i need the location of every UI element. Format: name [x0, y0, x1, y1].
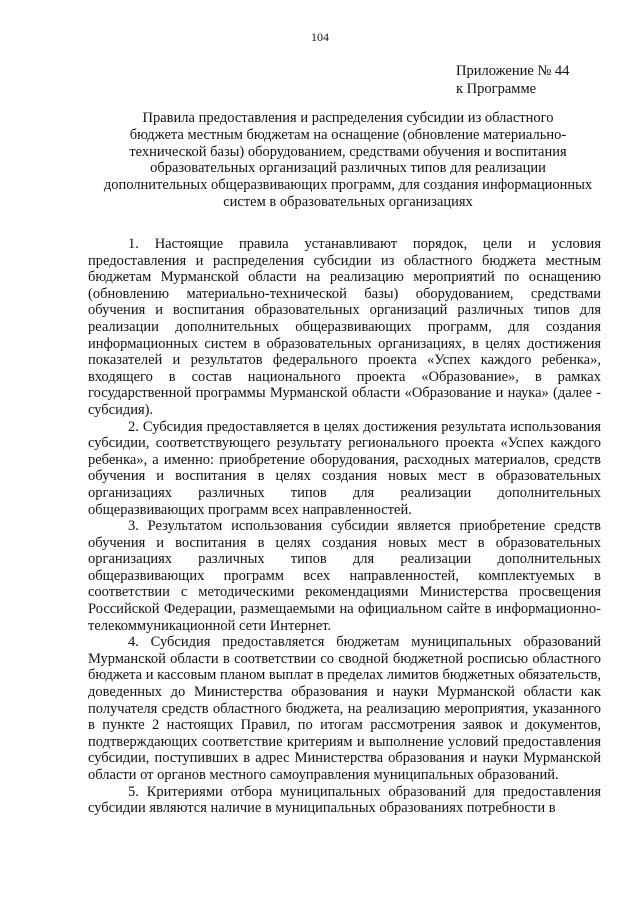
appendix-program: к Программе: [456, 81, 537, 97]
title-line: дополнительных общеразвивающих программ, для создания информационных: [103, 177, 593, 194]
page-number: 104: [311, 30, 329, 44]
document-body: [88, 236, 601, 817]
paragraph-4: 4. Субсидия предоставляется бюджетам муниципальных образований Мурманской области в соответствии со сводной бюджетной росписью областного бюджета и кассовым планом выплат в пределах лимитов бюджетных обязательств, доведенных до Министерства образования и науки Мурманской области как получателя средств областного бюджета, на реализацию мероприятия, указанного в пункте 2 настоящих Правил, по итогам рассмотрения заявок и документов, подтверждающих соответствие критериям и выполнение условий предоставления субсидии, поступивших в адрес Министерства образования и науки Мурманской области от органов местного самоуправления муниципальных образований.: [88, 634, 601, 783]
paragraph-1: 1. Настоящие правила устанавливают порядок, цели и условия предоставления и распределения субсидии из областного бюджета местным бюджетам Мурманской области на реализацию мероприятий по оснащению (обновлению материально-технической базы) оборудованием, средствами обучения и воспитания образовательных организаций различных типов для реализации дополнительных общеразвивающих программ, для создания информационных систем в образовательных организациях, в целях достижения показателей и результатов федерального проекта «Успех каждого ребенка», входящего в состав национального проекта «Образование», в рамках государственной программы Мурманской области «Образование и наука» (далее - субсидия).: [88, 236, 601, 418]
title-line: Правила предоставления и распределения субсидии из областного: [142, 110, 554, 126]
appendix-reference: [456, 62, 569, 98]
appendix-number: Приложение № 44: [456, 63, 570, 79]
title-line: технической базы) оборудованием, средствами обучения и воспитания: [129, 143, 567, 160]
paragraph-3: 3. Результатом использования субсидии является приобретение средств обучения и воспитания в целях создания новых мест в образовательных организациях различных типов для реализации дополнительных общеразвивающих программ всех направленностей, комплектуемых в соответствии с методическими рекомендациями Министерства просвещения Российской Федерации, размещаемыми на официальном сайте в информационно-телекоммуникационной сети Интернет.: [88, 518, 601, 634]
paragraph-2: 2. Субсидия предоставляется в целях достижения результата использования субсидии, соответствующего результату регионального проекта «Успех каждого ребенка», а именно: приобретение оборудования, расходных материалов, средств обучения и воспитания в целях создания новых мест в образовательных организациях различных типов для реализации дополнительных общеразвивающих программ всех направленностей.: [88, 418, 601, 518]
paragraph-5: 5. Критериями отбора муниципальных образований для предоставления субсидии являются наличие в муниципальных образованиях потребности в: [88, 783, 601, 817]
document-title: [88, 110, 608, 211]
title-line: систем в образовательных организациях: [223, 193, 473, 210]
title-line: бюджета местным бюджетам на оснащение (обновление материально-: [129, 126, 567, 143]
title-line: образовательных организаций различных типов для реализации: [150, 160, 546, 177]
